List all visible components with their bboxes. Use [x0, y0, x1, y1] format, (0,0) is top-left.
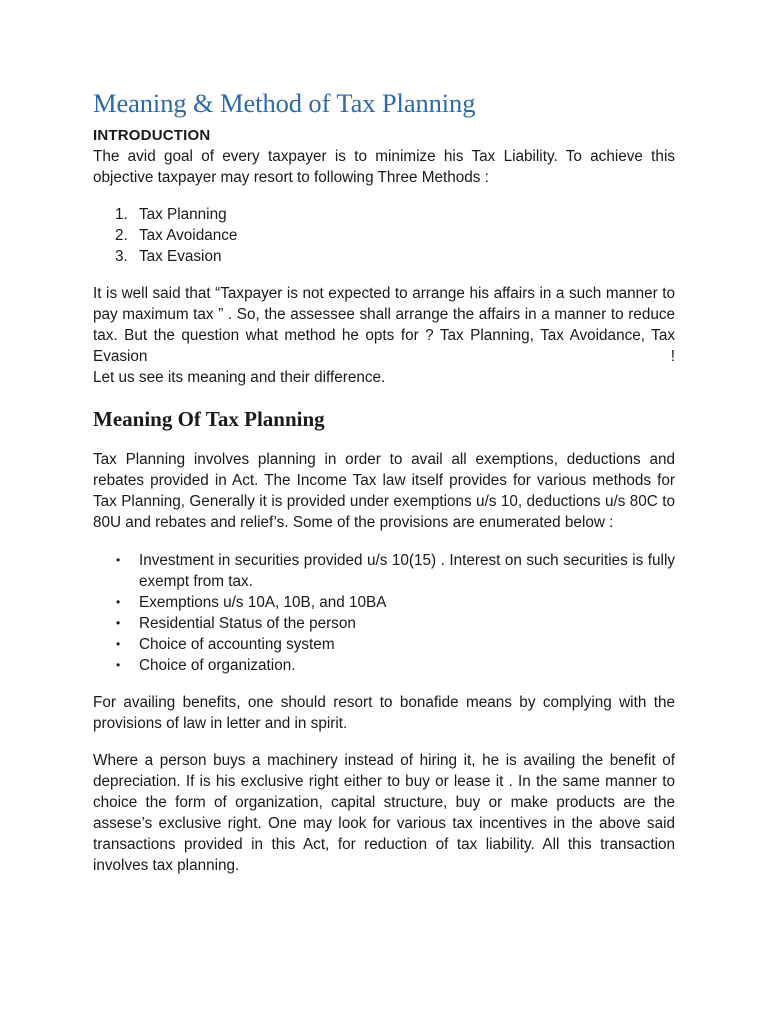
list-item-label: Investment in securities provided u/s 10(15) . Interest on such securities is fully exempt from tax.: [139, 552, 675, 590]
list-item-label: Tax Planning: [139, 206, 227, 223]
quote-paragraph: [93, 283, 675, 388]
list-item-label: Tax Evasion: [139, 248, 222, 265]
list-item-label: Residential Status of the person: [139, 615, 356, 632]
list-number: 2.: [115, 227, 128, 244]
list-item: [93, 204, 675, 225]
methods-list: [93, 204, 675, 267]
bullet-icon: •: [116, 553, 121, 567]
bullet-icon: •: [116, 658, 121, 672]
list-item-label: Choice of organization.: [139, 657, 296, 674]
list-item: [93, 634, 675, 655]
intro-text: The avid goal of every taxpayer is to minimize his Tax Liability. To achieve this objective taxpayer may resort to following Three Methods :: [93, 148, 675, 186]
bullet-icon: •: [116, 595, 121, 609]
list-item-label: Choice of accounting system: [139, 636, 335, 653]
list-item: [93, 592, 675, 613]
provisions-list: [93, 550, 675, 676]
bullet-icon: •: [116, 637, 121, 651]
list-item-label: Exemptions u/s 10A, 10B, and 10BA: [139, 594, 387, 611]
bonafide-paragraph: For availing benefits, one should resort to bonafide means by complying with the provisions of law in letter and in spirit.: [93, 694, 675, 732]
document-page: [93, 86, 675, 876]
section-body: Tax Planning involves planning in order to avail all exemptions, deductions and rebates provided in Act. The Income Tax law itself provides for various methods for Tax Planning, Generally it is provided under exemptions u/s 10, deductions u/s 80C to 80U and rebates and relief’s. Some of the provisions are enumerated below :: [93, 451, 675, 531]
list-item: [93, 225, 675, 246]
list-item: [93, 613, 675, 634]
section-heading: Meaning Of Tax Planning: [93, 407, 325, 431]
intro-heading: INTRODUCTION: [93, 127, 211, 144]
list-item-label: Tax Avoidance: [139, 227, 238, 244]
document-title: Meaning & Method of Tax Planning: [93, 88, 476, 118]
machinery-paragraph: Where a person buys a machinery instead of hiring it, he is availing the benefit of depreciation. If is his exclusive right either to buy or lease it . In the same manner to choice the form of organization, capital structure, buy or make products are the assese’s exclusive right. One may look for various tax incentives in the above said transactions provided in this Act, for reduction of tax liability. All this transaction involves tax planning.: [93, 752, 675, 874]
list-item: [93, 246, 675, 267]
bullet-icon: •: [116, 616, 121, 630]
quote-paragraph-last-line: Let us see its meaning and their difference.: [93, 369, 386, 386]
list-number: 1.: [115, 206, 128, 223]
quote-paragraph-main: It is well said that “Taxpayer is not expected to arrange his affairs in a such manner to pay maximum tax ” . So, the assessee shall arrange the affairs in a manner to reduce tax. But the question what method he opts for ? Tax Planning, Tax Avoidance, Tax Evasion !: [93, 285, 675, 365]
list-item: [93, 655, 675, 676]
list-item: [93, 550, 675, 592]
list-number: 3.: [115, 248, 128, 265]
